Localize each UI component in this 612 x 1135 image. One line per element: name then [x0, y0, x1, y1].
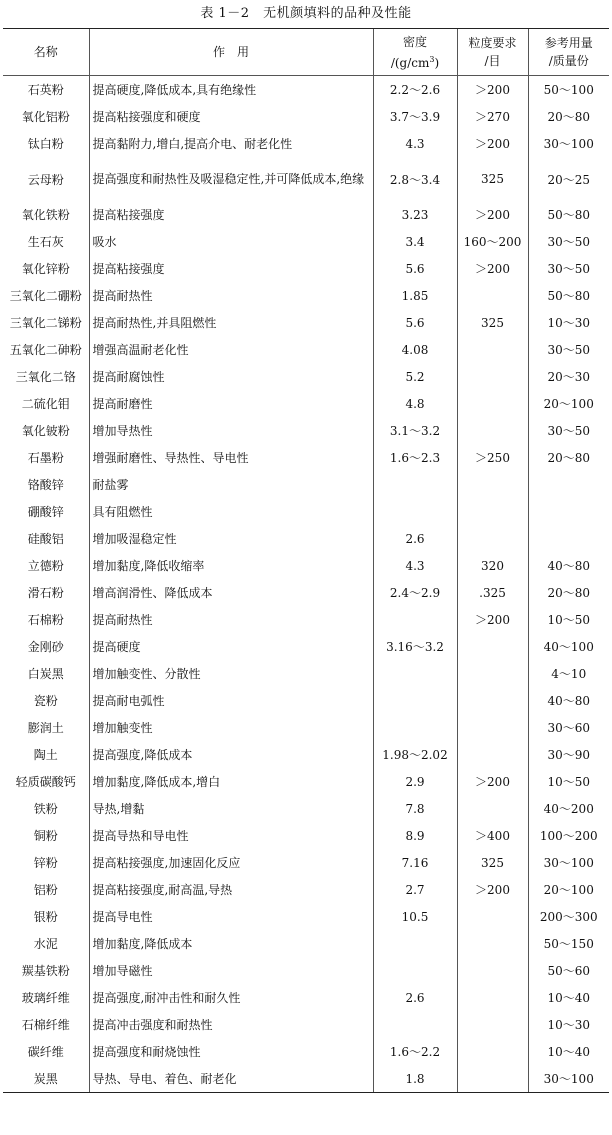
- cell-use: 增加导热性: [89, 417, 373, 444]
- table-row: [3, 984, 609, 1011]
- cell-name: 羰基铁粉: [21, 964, 70, 978]
- table-header-row: [3, 29, 609, 76]
- cell-use: 增高润滑性、降低成本: [89, 579, 373, 606]
- header-grain: 粒度要求 /目: [457, 29, 528, 76]
- cell-grain: 325: [457, 157, 528, 201]
- table-row: [3, 579, 609, 606]
- cell-use: 提高导热和导电性: [89, 822, 373, 849]
- cell-use: 增强耐磨性、导热性、导电性: [89, 444, 373, 471]
- header-use: 作 用: [89, 29, 373, 76]
- cell-density: [373, 1011, 457, 1038]
- cell-grain: [457, 1011, 528, 1038]
- cell-amount: 50～150: [528, 930, 609, 957]
- cell-density: 4.8: [373, 390, 457, 417]
- cell-use: 增加黏度,降低成本: [89, 930, 373, 957]
- cell-amount: 50～100: [528, 76, 609, 104]
- cell-density: 2.8～3.4: [373, 157, 457, 201]
- cell-name: 铁粉: [33, 802, 58, 816]
- cell-name: 硼酸锌: [27, 505, 64, 519]
- cell-grain: [457, 390, 528, 417]
- cell-grain: [457, 1065, 528, 1093]
- cell-amount: 10～30: [528, 309, 609, 336]
- cell-use: 增加黏度,降低收缩率: [89, 552, 373, 579]
- cell-grain: 160～200: [457, 228, 528, 255]
- cell-grain: [457, 714, 528, 741]
- cell-use: 提高耐腐蚀性: [89, 363, 373, 390]
- cell-density: 2.6: [373, 984, 457, 1011]
- cell-name: 氧化铁粉: [21, 208, 70, 222]
- cell-grain: [457, 417, 528, 444]
- cell-amount: 20～80: [528, 103, 609, 130]
- cell-density: [373, 498, 457, 525]
- table-row: [3, 444, 609, 471]
- table-caption: 表 1－2 无机颜填料的品种及性能: [200, 6, 412, 21]
- cell-grain: ＞270: [457, 103, 528, 130]
- table-row: [3, 957, 609, 984]
- cell-use: 提高强度,降低成本: [89, 741, 373, 768]
- cell-use: 提高粘接强度: [89, 255, 373, 282]
- cell-amount: 40～100: [528, 633, 609, 660]
- cell-name: 氧化铝粉: [21, 110, 70, 124]
- cell-name: 五氧化二砷粉: [9, 343, 82, 357]
- cell-density: [373, 930, 457, 957]
- cell-amount: 200～300: [528, 903, 609, 930]
- cell-use: 提高耐热性: [89, 606, 373, 633]
- cell-density: 3.1～3.2: [373, 417, 457, 444]
- cell-grain: [457, 633, 528, 660]
- cell-grain: [457, 930, 528, 957]
- cell-density: 1.85: [373, 282, 457, 309]
- cell-use: 提高冲击强度和耐热性: [89, 1011, 373, 1038]
- cell-grain: [457, 498, 528, 525]
- table-row: [3, 687, 609, 714]
- cell-name: 水泥: [33, 937, 58, 951]
- table-row: [3, 1065, 609, 1093]
- cell-density: 1.8: [373, 1065, 457, 1093]
- cell-name: 生石灰: [27, 235, 64, 249]
- cell-grain: [457, 525, 528, 552]
- cell-amount: 40～200: [528, 795, 609, 822]
- cell-grain: [457, 336, 528, 363]
- cell-grain: ＞400: [457, 822, 528, 849]
- cell-density: 3.16～3.2: [373, 633, 457, 660]
- header-density: 密度 $/(g/cm^3)$: [373, 29, 457, 76]
- cell-name: 石棉纤维: [21, 1018, 70, 1032]
- cell-density: 8.9: [373, 822, 457, 849]
- table-row: [3, 76, 609, 104]
- cell-grain: [457, 795, 528, 822]
- cell-amount: 30～100: [528, 130, 609, 157]
- table-row: [3, 336, 609, 363]
- cell-amount: 40～80: [528, 552, 609, 579]
- cell-density: 1.6～2.2: [373, 1038, 457, 1065]
- cell-density: 2.9: [373, 768, 457, 795]
- cell-amount: 50～80: [528, 201, 609, 228]
- cell-use: 提高粘接强度和硬度: [89, 103, 373, 130]
- cell-use: 提高耐电弧性: [89, 687, 373, 714]
- cell-use: 提高强度,耐冲击性和耐久性: [89, 984, 373, 1011]
- cell-grain: ＞200: [457, 876, 528, 903]
- cell-name: 金刚砂: [27, 640, 64, 654]
- cell-use: 提高硬度,降低成本,具有绝缘性: [89, 76, 373, 104]
- cell-density: 7.8: [373, 795, 457, 822]
- cell-density: 2.7: [373, 876, 457, 903]
- cell-name: 白炭黑: [27, 667, 64, 681]
- table-row: [3, 417, 609, 444]
- cell-grain: [457, 1038, 528, 1065]
- cell-density: [373, 606, 457, 633]
- cell-name: 膨润土: [27, 721, 64, 735]
- pigment-filler-table: [3, 28, 609, 1093]
- cell-use: 具有阻燃性: [89, 498, 373, 525]
- cell-name: 钛白粉: [27, 137, 64, 151]
- cell-grain: [457, 741, 528, 768]
- cell-use: 增强高温耐老化性: [89, 336, 373, 363]
- cell-name: 陶土: [33, 748, 58, 762]
- cell-grain: ＞250: [457, 444, 528, 471]
- cell-amount: 50～80: [528, 282, 609, 309]
- cell-use: 提高粘接强度: [89, 201, 373, 228]
- cell-density: 3.4: [373, 228, 457, 255]
- cell-amount: 10～50: [528, 768, 609, 795]
- cell-density: [373, 957, 457, 984]
- cell-amount: 30～90: [528, 741, 609, 768]
- table-row: [3, 309, 609, 336]
- table-row: [3, 876, 609, 903]
- cell-density: 2.6: [373, 525, 457, 552]
- table-row: [3, 660, 609, 687]
- cell-amount: 10～40: [528, 984, 609, 1011]
- cell-grain: [457, 660, 528, 687]
- cell-use: 增加导磁性: [89, 957, 373, 984]
- cell-amount: 30～100: [528, 1065, 609, 1093]
- cell-amount: 30～60: [528, 714, 609, 741]
- cell-use: 提高硬度: [89, 633, 373, 660]
- cell-name: 石棉粉: [27, 613, 64, 627]
- cell-name: 石英粉: [27, 83, 64, 97]
- header-amount: 参考用量 /质量份: [528, 29, 609, 76]
- cell-density: 4.3: [373, 130, 457, 157]
- cell-density: 5.6: [373, 255, 457, 282]
- cell-name: 炭黑: [3, 1065, 89, 1093]
- cell-amount: 40～80: [528, 687, 609, 714]
- cell-use: 提高粘接强度,耐高温,导热: [89, 876, 373, 903]
- cell-name: 硅酸铝: [27, 532, 64, 546]
- cell-grain: 325: [457, 849, 528, 876]
- cell-name: 轻质碳酸钙: [15, 775, 76, 789]
- cell-name: 瓷粉: [33, 694, 58, 708]
- table-row: [3, 525, 609, 552]
- cell-grain: .325: [457, 579, 528, 606]
- table-row: [3, 363, 609, 390]
- cell-name: 立德粉: [27, 559, 64, 573]
- cell-amount: 20～80: [528, 444, 609, 471]
- cell-name: 石墨粉: [27, 451, 64, 465]
- cell-use: 提高黏附力,增白,提高介电、耐老化性: [89, 130, 373, 157]
- table-row: [3, 282, 609, 309]
- cell-amount: 30～50: [528, 255, 609, 282]
- cell-grain: [457, 282, 528, 309]
- cell-grain: [457, 957, 528, 984]
- cell-grain: ＞200: [457, 201, 528, 228]
- cell-grain: ＞200: [457, 606, 528, 633]
- cell-amount: 4～10: [528, 660, 609, 687]
- cell-amount: 50～60: [528, 957, 609, 984]
- cell-amount: 20～25: [528, 157, 609, 201]
- cell-name: 铬酸锌: [27, 478, 64, 492]
- table-row: [3, 201, 609, 228]
- cell-amount: 20～100: [528, 876, 609, 903]
- cell-use: 提高粘接强度,加速固化反应: [89, 849, 373, 876]
- cell-amount: 10～50: [528, 606, 609, 633]
- cell-use: 提高耐热性,并具阻燃性: [89, 309, 373, 336]
- cell-amount: 30～50: [528, 228, 609, 255]
- cell-density: 4.3: [373, 552, 457, 579]
- cell-use: 提高强度和耐热性及吸湿稳定性,并可降低成本,绝缘: [89, 157, 373, 201]
- cell-grain: ＞200: [457, 255, 528, 282]
- cell-use: 提高耐热性: [89, 282, 373, 309]
- cell-density: 10.5: [373, 903, 457, 930]
- cell-name: 氧化铍粉: [21, 424, 70, 438]
- table-row: [3, 930, 609, 957]
- cell-amount: [528, 498, 609, 525]
- cell-name: 三氧化二铬: [15, 370, 76, 384]
- cell-density: 2.2～2.6: [373, 76, 457, 104]
- table-row: [3, 1038, 609, 1065]
- table-row: [3, 633, 609, 660]
- cell-grain: 320: [457, 552, 528, 579]
- cell-density: 7.16: [373, 849, 457, 876]
- cell-use: 提高导电性: [89, 903, 373, 930]
- cell-amount: 20～100: [528, 390, 609, 417]
- cell-name: 二硫化钼: [21, 397, 70, 411]
- table-row: [3, 390, 609, 417]
- table-row: [3, 768, 609, 795]
- cell-amount: 10～30: [528, 1011, 609, 1038]
- cell-use: 增加黏度,降低成本,增白: [89, 768, 373, 795]
- cell-use: 吸水: [89, 228, 373, 255]
- cell-use: 导热、导电、着色、耐老化: [89, 1065, 373, 1093]
- cell-density: 1.98～2.02: [373, 741, 457, 768]
- table-row: [3, 498, 609, 525]
- cell-name: 锌粉: [33, 856, 58, 870]
- table-row: [3, 157, 609, 201]
- cell-name: 玻璃纤维: [21, 991, 70, 1005]
- table-row: [3, 103, 609, 130]
- cell-use: 提高耐磨性: [89, 390, 373, 417]
- cell-amount: 100～200: [528, 822, 609, 849]
- cell-amount: 30～100: [528, 849, 609, 876]
- cell-amount: 30～50: [528, 336, 609, 363]
- cell-amount: 20～30: [528, 363, 609, 390]
- cell-density: 1.6～2.3: [373, 444, 457, 471]
- cell-amount: 30～50: [528, 417, 609, 444]
- table-row: [3, 471, 609, 498]
- cell-grain: [457, 363, 528, 390]
- cell-density: [373, 687, 457, 714]
- cell-density: [373, 471, 457, 498]
- table-row: [3, 606, 609, 633]
- cell-use: 增加触变性: [89, 714, 373, 741]
- cell-use: 增加吸湿稳定性: [89, 525, 373, 552]
- cell-grain: 325: [457, 309, 528, 336]
- table-row: [3, 714, 609, 741]
- table-row: [3, 1011, 609, 1038]
- cell-name: 滑石粉: [27, 586, 64, 600]
- cell-name: 云母粉: [27, 172, 64, 187]
- table-body: [3, 76, 609, 1093]
- table-row: [3, 822, 609, 849]
- cell-use: 提高强度和耐烧蚀性: [89, 1038, 373, 1065]
- cell-grain: ＞200: [457, 130, 528, 157]
- cell-name: 三氧化二硼粉: [9, 289, 82, 303]
- cell-density: 2.4～2.9: [373, 579, 457, 606]
- table-row: [3, 130, 609, 157]
- cell-amount: 10～40: [528, 1038, 609, 1065]
- header-name: 名称: [3, 29, 89, 76]
- cell-grain: ＞200: [457, 768, 528, 795]
- table-row: [3, 903, 609, 930]
- cell-grain: [457, 471, 528, 498]
- cell-density: [373, 714, 457, 741]
- cell-density: 3.7～3.9: [373, 103, 457, 130]
- cell-use: 导热,增黏: [89, 795, 373, 822]
- cell-density: 5.6: [373, 309, 457, 336]
- cell-name: 铜粉: [33, 829, 58, 843]
- cell-name: 银粉: [33, 910, 58, 924]
- cell-name: 氧化锌粉: [21, 262, 70, 276]
- cell-density: 3.23: [373, 201, 457, 228]
- cell-name: 碳纤维: [27, 1045, 64, 1059]
- cell-grain: [457, 984, 528, 1011]
- cell-grain: ＞200: [457, 76, 528, 104]
- cell-name: 三氧化二锑粉: [9, 316, 82, 330]
- cell-use: 耐盐雾: [89, 471, 373, 498]
- table-row: [3, 849, 609, 876]
- table-row: [3, 228, 609, 255]
- cell-amount: [528, 471, 609, 498]
- cell-name: 铝粉: [33, 883, 58, 897]
- cell-density: 5.2: [373, 363, 457, 390]
- cell-density: 4.08: [373, 336, 457, 363]
- cell-density: [373, 660, 457, 687]
- table-row: [3, 255, 609, 282]
- cell-grain: [457, 903, 528, 930]
- table-row: [3, 795, 609, 822]
- cell-grain: [457, 687, 528, 714]
- table-row: [3, 552, 609, 579]
- table-row: [3, 741, 609, 768]
- cell-amount: [528, 525, 609, 552]
- cell-use: 增加触变性、分散性: [89, 660, 373, 687]
- cell-amount: 20～80: [528, 579, 609, 606]
